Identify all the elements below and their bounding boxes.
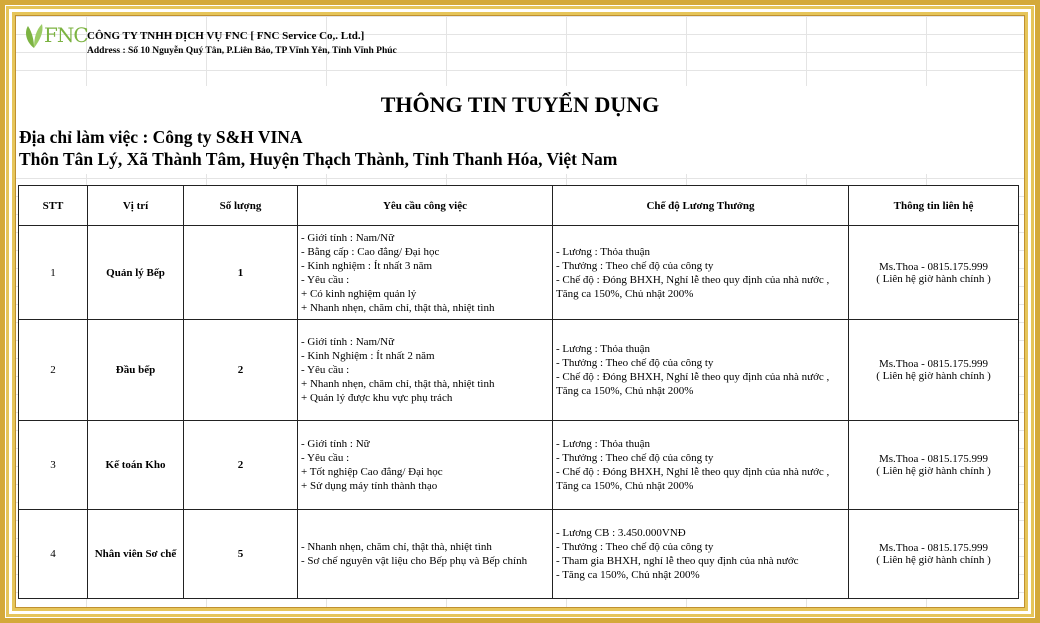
requirement-line: + Nhanh nhẹn, chăm chỉ, thật thà, nhiệt tình: [301, 301, 495, 314]
benefit-line: - Thưởng : Theo chế độ của công ty: [556, 541, 714, 553]
cell-requirements: [298, 226, 553, 320]
page-title: THÔNG TIN TUYỂN DỤNG: [380, 92, 660, 117]
work-address-line2: Thôn Tân Lý, Xã Thành Tâm, Huyện Thạch Thành, Tỉnh Thanh Hóa, Việt Nam: [19, 149, 618, 169]
cell-requirements: [298, 421, 553, 510]
company-logo: [22, 22, 88, 54]
cell-benefits: [553, 421, 849, 510]
benefit-line: - Lương : Thỏa thuận: [556, 245, 651, 258]
benefit-line: - Thưởng : Theo chế độ của công ty: [556, 452, 714, 464]
table-row: [19, 421, 1019, 510]
requirement-line: - Nhanh nhẹn, chăm chỉ, thật thà, nhiệt tình: [301, 541, 492, 553]
benefit-line: - Lương : Thỏa thuận: [556, 438, 651, 450]
cell-position: Đầu bếp: [88, 320, 184, 421]
contact-line: Ms.Thoa - 0815.175.999: [878, 542, 989, 554]
cell-contact: [849, 226, 1019, 320]
requirement-line: - Sơ chế nguyên vật liệu cho Bếp phụ và Bếp chính: [301, 555, 528, 567]
benefit-line: Tăng ca 150%, Chủ nhật 200%: [556, 385, 694, 397]
requirement-line: - Giới tính : Nam/Nữ: [301, 231, 395, 244]
col-header-contact: Thông tin liên hệ: [849, 186, 1019, 226]
table-row: [19, 510, 1019, 599]
contact-line: ( Liên hệ giờ hành chính ): [876, 370, 991, 382]
col-header-requirements: Yêu cầu công việc: [298, 186, 553, 226]
benefit-line: - Chế độ : Đóng BHXH, Nghỉ lễ theo quy định của nhà nước ,: [556, 466, 830, 478]
cell-position: Nhân viên Sơ chế: [88, 510, 184, 599]
table-row: [19, 320, 1019, 421]
benefit-line: - Thưởng : Theo chế độ của công ty: [556, 259, 714, 272]
contact-line: Ms.Thoa - 0815.175.999: [878, 260, 989, 273]
benefit-line: - Lương CB : 3.450.000VNĐ: [556, 527, 686, 539]
requirement-line: - Bằng cấp : Cao đẳng/ Đại học: [301, 245, 440, 258]
leaf-icon: [22, 22, 46, 50]
cell-stt: 4: [19, 510, 88, 599]
cell-quantity: 2: [184, 421, 298, 510]
cell-benefits: [553, 320, 849, 421]
benefit-line: - Thưởng : Theo chế độ của công ty: [556, 357, 714, 369]
cell-requirements: [298, 510, 553, 599]
requirement-line: + Nhanh nhẹn, chăm chỉ, thật thà, nhiệt tình: [301, 378, 495, 390]
requirement-line: + Sử dụng máy tính thành thạo: [301, 480, 438, 492]
cell-quantity: 1: [184, 226, 298, 320]
benefit-line: - Lương : Thỏa thuận: [556, 343, 651, 355]
col-header-stt: STT: [19, 186, 88, 226]
benefit-line: - Chế độ : Đóng BHXH, Nghỉ lễ theo quy định của nhà nước ,: [556, 273, 830, 286]
table-row: [19, 226, 1019, 320]
contact-line: ( Liên hệ giờ hành chính ): [876, 465, 991, 477]
requirement-line: + Quản lý được khu vực phụ trách: [301, 392, 453, 404]
benefit-line: Tăng ca 150%, Chủ nhật 200%: [556, 480, 694, 492]
cell-requirements: [298, 320, 553, 421]
cell-contact: [849, 320, 1019, 421]
cell-contact: [849, 421, 1019, 510]
col-header-position: Vị trí: [88, 186, 184, 226]
cell-position: Quản lý Bếp: [88, 226, 184, 320]
requirement-line: - Kinh nghiệm : Ít nhất 3 năm: [301, 259, 433, 272]
table-header-row: [19, 186, 1019, 226]
contact-line: ( Liên hệ giờ hành chính ): [876, 554, 991, 566]
jobs-table: [18, 185, 1019, 599]
company-address: Address : Số 10 Nguyễn Quý Tân, P.Liên Bảo, TP Vĩnh Yên, Tỉnh Vĩnh Phúc: [87, 46, 397, 56]
work-address-line1: Địa chỉ làm việc : Công ty S&H VINA: [19, 127, 303, 147]
company-name: CÔNG TY TNHH DỊCH VỤ FNC [ FNC Service Co,. Ltd.]: [87, 30, 365, 42]
cell-benefits: [553, 510, 849, 599]
contact-line: ( Liên hệ giờ hành chính ): [876, 272, 991, 285]
cell-benefits: [553, 226, 849, 320]
spreadsheet-sheet: [16, 16, 1024, 607]
cell-stt: 2: [19, 320, 88, 421]
benefit-line: Tăng ca 150%, Chủ nhật 200%: [556, 287, 694, 300]
requirement-line: + Tốt nghiệp Cao đẳng/ Đại học: [301, 466, 443, 478]
requirement-line: - Yêu cầu :: [301, 273, 350, 286]
cell-quantity: 2: [184, 320, 298, 421]
contact-line: Ms.Thoa - 0815.175.999: [878, 453, 989, 465]
requirement-line: - Yêu cầu :: [301, 364, 350, 376]
cell-position: Kế toán Kho: [88, 421, 184, 510]
col-header-benefits: Chế độ Lương Thưởng: [553, 186, 849, 226]
requirement-line: - Kinh Nghiệm : Ít nhất 2 năm: [301, 350, 435, 362]
requirement-line: - Giới tính : Nữ: [301, 438, 370, 450]
logo-text: FNC: [44, 23, 88, 47]
benefit-line: - Chế độ : Đóng BHXH, Nghỉ lễ theo quy định của nhà nước ,: [556, 371, 830, 383]
benefit-line: - Tăng ca 150%, Chủ nhật 200%: [556, 569, 700, 581]
col-header-quantity: Số lượng: [184, 186, 298, 226]
benefit-line: - Tham gia BHXH, nghỉ lễ theo quy định của nhà nước: [556, 555, 799, 567]
cell-contact: [849, 510, 1019, 599]
cell-stt: 3: [19, 421, 88, 510]
contact-line: Ms.Thoa - 0815.175.999: [878, 358, 989, 370]
requirement-line: - Giới tính : Nam/Nữ: [301, 336, 395, 348]
cell-stt: 1: [19, 226, 88, 320]
requirement-line: - Yêu cầu :: [301, 452, 350, 464]
requirement-line: + Có kinh nghiệm quản lý: [301, 287, 417, 300]
cell-quantity: 5: [184, 510, 298, 599]
